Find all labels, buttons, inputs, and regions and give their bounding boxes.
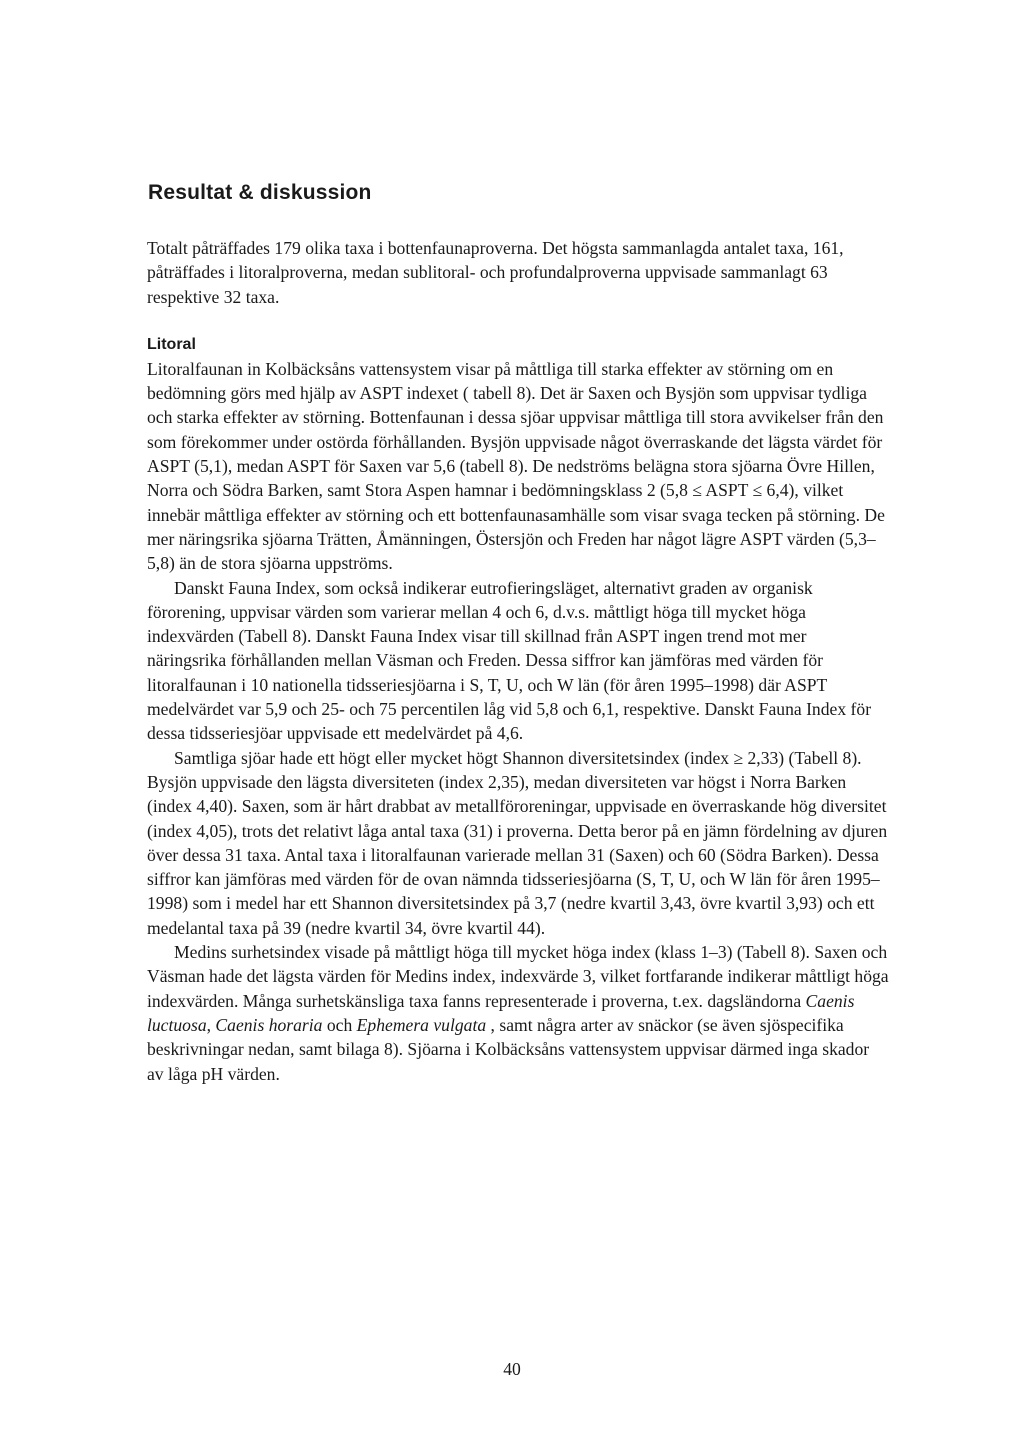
paragraph-aspt: Litoralfaunan in Kolbäcksåns vattensystem visar på måttliga till starka effekter av störning om en bedömning görs med hjälp av ASPT indexet ( tabell 8). Det är Saxen och Bysjön som uppvisar tydliga och starka effekter av störning. Bottenfaunan i dessa sjöar uppvisar måttliga till stora avvikelser från den som förekommer under ostörda förhållanden. Bysjön uppvisade något överraskande det lägsta värdet för ASPT (5,1), medan ASPT för Saxen var 5,6 (tabell 8). De nedströms belägna stora sjöarna Övre Hillen, Norra och Södra Barken, samt Stora Aspen hamnar i bedömningsklass 2 (5,8 ≤ ASPT ≤ 6,4), vilket innebär måttliga effekter av störning och ett bottenfaunasamhälle som visar svaga tecken på störning. De mer näringsrika sjöarna Trätten, Åmänningen, Östersjön och Freden har något lägre ASPT värden (5,3–5,8) än de stora sjöarna uppströms. [147,358,885,574]
body-text [147,236,889,1086]
species-ephemera-vulgata: Ephemera vulgata [356,1014,487,1035]
species-caenis-luctuosa: Caenis luctuosa [147,990,855,1035]
page-number: 40 [503,1359,521,1379]
intro-paragraph: Totalt påträffades 179 olika taxa i bottenfaunaproverna. Det högsta sammanlagda antalet taxa, 161, påträffades i litoralproverna, medan sublitoral- och profundalproverna uppvisade sammanlagt 63 respektive 32 taxa. [147,238,844,307]
paragraph-medins-index [147,940,889,1086]
subsection-heading: Litoral [147,335,196,353]
paragraph-danskt-fauna-index: Danskt Fauna Index, som också indikerar eutrofieringsläget, alternativt graden av organisk förorening, uppvisar värden som varierar mellan 4 och 6, d.v.s. måttligt höga till mycket höga indexvärden (Tabell 8). Danskt Fauna Index visar till skillnad från ASPT ingen trend mot mer näringsrika förhållanden mellan Väsman och Freden. Dessa siffror kan jämföras med värden för litoralfaunan i 10 nationella tidsseriesjöarna i S, T, U, och W län (för åren 1995–1998) där ASPT medelvärdet var 5,9 och 25- och 75 percentilen låg vid 5,8 och 6,1, respektive. Danskt Fauna Index för dessa tidsseriesjöar uppvisade ett medelvärdet på 4,6. [147,577,872,744]
medins-text-b: , samt några arter av snäckor (se även sjöspecifika beskrivningar nedan, samt bilaga 8). Sjöarna i Kolbäcksåns vattensystem uppvisar därmed inga skador av låga pH värden. [147,1014,870,1084]
paragraph-shannon-diversity: Samtliga sjöar hade ett högt eller mycket högt Shannon diversitetsindex (index ≥ 2,33) (Tabell 8). Bysjön uppvisade den lägsta diversiteten (index 2,35), medan diversiteten var högst i Norra Barken (index 4,40). Saxen, som är hårt drabbat av metallföroreningar, uppvisade en överraskande hög diversitet (index 4,05), trots det relativt låga antal taxa (31) i proverna. Detta beror på en jämn fördelning av djuren över dessa 31 taxa. Antal taxa i litoralfaunan varierade mellan 31 (Saxen) och 60 (Södra Barken). Dessa siffror kan jämföras med värden för de ovan nämnda tidsseriesjöarna (S, T, U, och W län för åren 1995–1998) som i medel har ett Shannon diversitetsindex på 3,7 (nedre kvartil 3,43, övre kvartil 3,93) och ett medelantal taxa på 39 (nedre kvartil 34, övre kvartil 44). [147,747,888,938]
section-heading: Resultat & diskussion [148,181,372,204]
medins-sep-2: och [322,1014,357,1035]
medins-text-a: Medins surhetsindex visade på måttligt höga till mycket höga index (klass 1–3) (Tabell 8). Saxen och Väsman hade det lägsta värden för Medins index, indexvärde 3, vilket fortfarande indikerar måttligt höga indexvärden. Många surhetskänsliga taxa fanns representerade i proverna, t.ex. dagsländorna [147,942,889,1011]
species-caenis-horaria: Caenis horaria [215,1014,323,1035]
medins-sep-1: , [206,1014,216,1035]
